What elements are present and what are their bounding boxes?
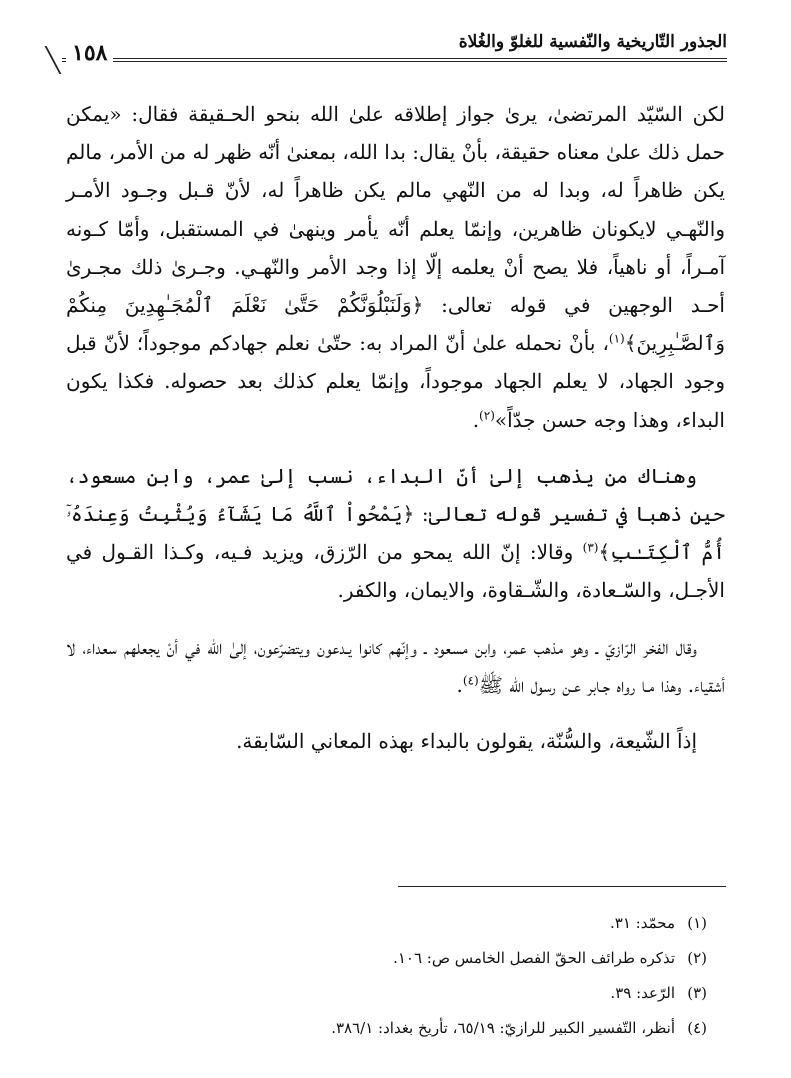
footnote-number: (٤) [687,1019,707,1037]
paragraph-2-text-b: وقالا: إنّ الله يمحو من الرّزق، ويزيد فـيه، وكـذا القـول في الأجـل، والسّـعادة، والشّـقاوة، والايمان، والكفر. [66,540,725,603]
footnote-1 [70,906,707,941]
paragraph-2-text-a: وهناك من يذهب إلىٰ أنّ البداء، نسب إلىٰ عمر، وابن مسعود، حين ذهبا في تفسير قوله تعالىٰ: [66,463,725,527]
footnote-2 [70,941,707,976]
header-rule-double [62,61,727,62]
footnote-ref-2: (٢) [479,407,495,422]
footnote-4 [70,1011,707,1046]
paragraph-1-end: . [472,407,480,432]
running-title: الجذور التّاريخية والنّفسية للغلوّ والغُلاة [458,32,727,52]
footnote-number: (٣) [687,984,707,1002]
quran-verse-2: ﴿يَمْحُواْ ٱللَّهُ مَا يَشَآءُ وَيُثْبِتُ وَعِندَهُۥٓ أُمُّ ٱلْكِتَـٰبِ﴾ [66,502,725,565]
page-number [66,40,113,66]
footnote-number: (٢) [687,949,707,967]
footnote-3 [70,976,707,1011]
footnotes [70,906,707,1046]
quran-verse-1: ﴿وَلَنَبْلُوَنَّكُمْ حَتَّىٰ نَعْلَمَ ٱلْمُجَـٰهِدِينَ مِنكُمْ وَٱلصَّـٰبِرِينَ﴾ [66,293,725,356]
paragraph-1 [66,95,725,439]
body-text [66,95,725,760]
footnote-ref-4: (٤) [462,673,479,688]
footnote-text: الرّعد: ٣٩. [610,984,675,1002]
paragraph-2 [66,457,725,610]
paragraph-1-text-a: لكن السّيّد المرتضىٰ، يرىٰ جواز إطلاقه علىٰ الله بنحو الحـقيقة فقال: «يمكن حمل ذلك علىٰ معناه حقيقة، بأنْ يقال: بدا الله، بمعنىٰ أنّه ظهر له من الأمر، مالم يكن ظاهراً له، وبدا له من النّهي مالم يكن ظاهراً له، لأنّ قـبل وجـود الأمـر والنّهـي لايكونان ظاهرين، وإنمّا يعلم أنّه يأمر وينهىٰ في المستقبل، وأمّا كـونه آمـراً، أو ناهياً، فلا يصح أنْ يعلمه إلّا إذا وجد الأمر والنّهـي. وجـرىٰ ذلك مجـرىٰ أحـد الوجهين في قوله تعالى: [66,102,725,318]
paragraph-3-text: وقال الفخر الرّازيّ ـ وهو مذهب عمر، وابن مسعود ـ وإنّهم كانوا يـدعون ويتضرّعون، إلىٰ الله في أنْ يجعلهم سعداء، لا أشقياء. وهذا مـا رواه جـابر عـن رسول الله ﷺ [66,634,725,697]
paragraph-3-end: . [456,672,463,697]
paragraph-1-text-b: ، بأنْ نحمله علىٰ أنّ المراد به: حتّىٰ نعلم جهادكم موجوداً؛ لأنّ قبل وجود الجهاد، لا يعلم الجهاد موجوداً، وإنمّا يعلم كذلك بعد حصوله. فكذا يكون البداء، وهذا وجه حسن جدّاً» [66,331,725,432]
footnote-ref-3: (٣) [582,540,599,555]
footnote-separator [398,886,726,887]
footnote-text: محمّد: ٣١. [610,914,675,932]
paragraph-4: إذاً الشّيعة، والسُّنّة، يقولون بالبداء بهذه المعاني السّابقة. [236,729,697,754]
footnote-number: (١) [687,914,707,932]
paragraph-3 [66,628,725,704]
page-number-value: ١٥٨ [72,40,108,66]
header-rule [62,58,727,59]
footnote-ref-1: (١) [608,331,625,346]
footnote-text: أنظر، التّفسير الكبير للرازيّ: ٦٥/١٩، تأريخ بغداد: ٣٨٦/١. [331,1019,675,1037]
footnote-text: تذكره طرائف الحقّ الفصل الخامس ص: ١٠٦. [393,949,675,967]
